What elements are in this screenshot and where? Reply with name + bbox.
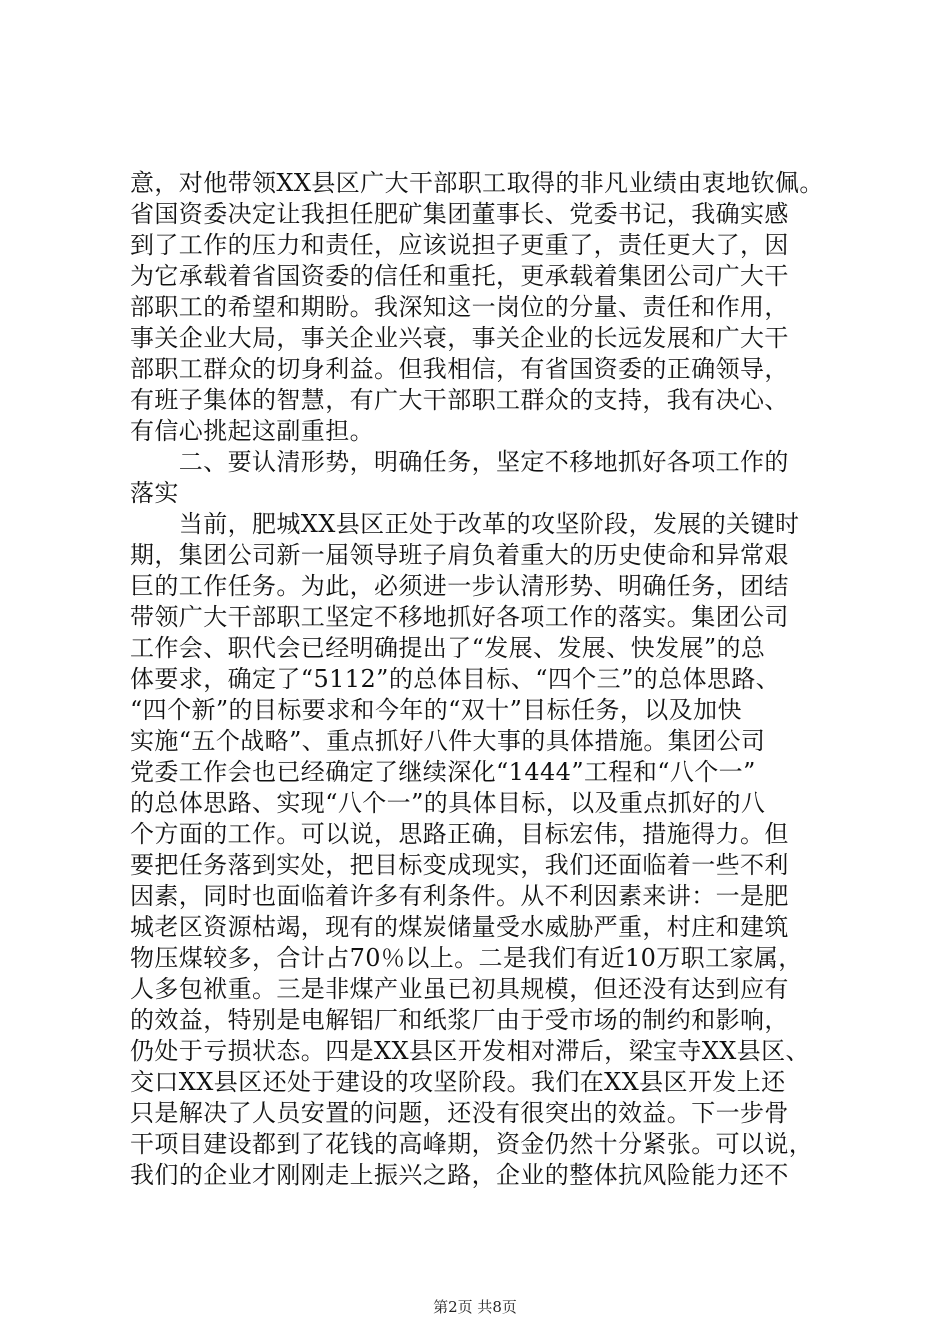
text-line: 有信心挑起这副重担。 bbox=[130, 417, 374, 445]
text-line: 人多包袱重。三是非煤产业虽已初具规模，但还没有达到应有 bbox=[130, 975, 789, 1003]
text-line: 意，对他带领XX县区广大干部职工取得的非凡业绩由衷地钦佩。 bbox=[130, 169, 824, 197]
text-line: 仍处于亏损状态。四是XX县区开发相对滞后，梁宝寺XX县区、 bbox=[130, 1037, 810, 1065]
text-line: 到了工作的压力和责任，应该说担子更重了，责任更大了，因 bbox=[130, 231, 789, 259]
text-line: 带领广大干部职工坚定不移地抓好各项工作的落实。集团公司 bbox=[130, 603, 789, 631]
text-line: “四个新”的目标要求和今年的“双十”目标任务，以及加快 bbox=[130, 696, 742, 724]
page-number-label: 第2页 共8页 bbox=[433, 1298, 517, 1316]
text-line: 体要求，确定了“5112”的总体目标、“四个三”的总体思路、 bbox=[130, 665, 781, 693]
text-line: 的总体思路、实现“八个一”的具体目标，以及重点抓好的八 bbox=[130, 789, 766, 817]
text-line: 省国资委决定让我担任肥矿集团董事长、党委书记，我确实感 bbox=[130, 200, 789, 228]
text-line: 的效益，特别是电解铝厂和纸浆厂由于受市场的制约和影响， bbox=[130, 1006, 789, 1034]
text-line: 巨的工作任务。为此，必须进一步认清形势、明确任务，团结 bbox=[130, 572, 789, 600]
text-line: 部职工的希望和期盼。我深知这一岗位的分量、责任和作用， bbox=[130, 293, 789, 321]
text-line: 党委工作会也已经确定了继续深化“1444”工程和“八个一” bbox=[130, 758, 756, 786]
text-line: 期，集团公司新一届领导班子肩负着重大的历史使命和异常艰 bbox=[130, 541, 789, 569]
text-line: 工作会、职代会已经明确提出了“发展、发展、快发展”的总 bbox=[130, 634, 766, 662]
text-line: 因素，同时也面临着许多有利条件。从不利因素来讲：一是肥 bbox=[130, 882, 789, 910]
text-line: 为它承载着省国资委的信任和重托，更承载着集团公司广大干 bbox=[130, 262, 789, 290]
document-body bbox=[130, 168, 830, 1191]
text-line: 城老区资源枯竭，现有的煤炭储量受水威胁严重，村庄和建筑 bbox=[130, 913, 789, 941]
text-line: 交口XX县区还处于建设的攻坚阶段。我们在XX县区开发上还 bbox=[130, 1068, 786, 1096]
text-line: 个方面的工作。可以说，思路正确，目标宏伟，措施得力。但 bbox=[130, 820, 789, 848]
text-line: 物压煤较多，合计占70％以上。二是我们有近10万职工家属， bbox=[130, 944, 803, 972]
text-line: 干项目建设都到了花钱的高峰期，资金仍然十分紧张。可以说， bbox=[130, 1130, 814, 1158]
text-line: 只是解决了人员安置的问题，还没有很突出的效益。下一步骨 bbox=[130, 1099, 789, 1127]
section-heading-line: 落实 bbox=[130, 479, 179, 507]
section-heading-line: 二、要认清形势，明确任务，坚定不移地抓好各项工作的 bbox=[130, 448, 789, 476]
text-line: 有班子集体的智慧，有广大干部职工群众的支持，我有决心、 bbox=[130, 386, 789, 414]
text-line: 事关企业大局，事关企业兴衰，事关企业的长远发展和广大干 bbox=[130, 324, 789, 352]
text-line: 我们的企业才刚刚走上振兴之路，企业的整体抗风险能力还不 bbox=[130, 1161, 789, 1189]
text-line: 要把任务落到实处，把目标变成现实，我们还面临着一些不利 bbox=[130, 851, 789, 879]
text-line: 部职工群众的切身利益。但我相信，有省国资委的正确领导， bbox=[130, 355, 789, 383]
text-line: 当前，肥城XX县区正处于改革的攻坚阶段，发展的关键时 bbox=[130, 510, 800, 538]
page-footer bbox=[0, 1297, 950, 1317]
text-line: 实施“五个战略”、重点抓好八件大事的具体措施。集团公司 bbox=[130, 727, 766, 755]
